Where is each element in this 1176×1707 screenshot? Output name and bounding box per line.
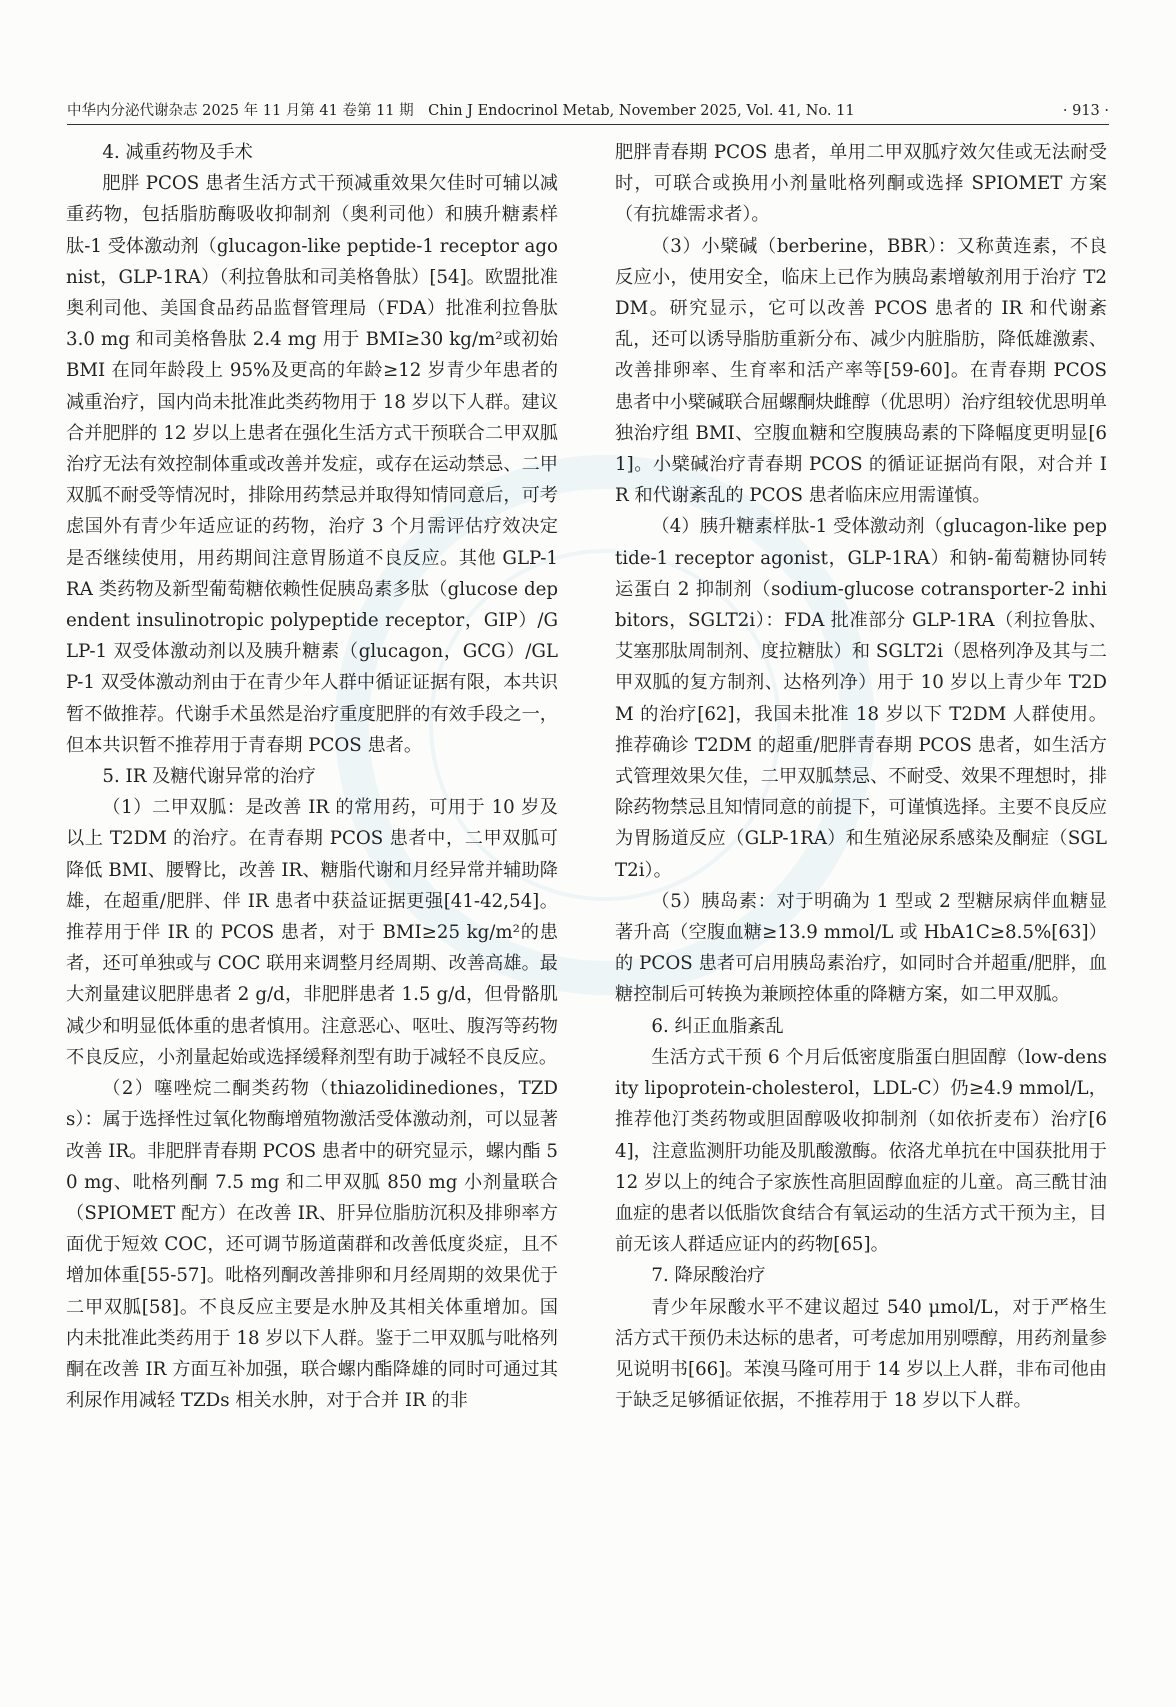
left-column [66, 137, 558, 1416]
running-header [67, 98, 1109, 125]
paragraph: 肥胖 PCOS 患者生活方式干预减重效果欠佳时可辅以减重药物，包括脂肪酶吸收抑制剂（奥利司他）和胰升糖素样肽-1 受体激动剂（glucagon-like peptide-1 receptor agonist，GLP-1RA）（利拉鲁肽和司美格鲁肽）[54]。欧盟批准奥利司他、美国食品药品监督管理局（FDA）批准利拉鲁肽 3.0 mg 和司美格鲁肽 2.4 mg 用于 BMI≥30 kg/m²或初始 BMI 在同年龄段上 95%及更高的年龄≥12 岁青少年患者的减重治疗，国内尚未批准此类药物用于 18 岁以下人群。建议合并肥胖的 12 岁以上患者在强化生活方式干预联合二甲双胍治疗无法有效控制体重或改善并发症，或存在运动禁忌、二甲双胍不耐受等情况时，排除用药禁忌并取得知情同意后，可考虑国外有青少年适应证的药物，治疗 3 个月需评估疗效决定是否继续使用，用药期间注意胃肠道不良反应。其他 GLP-1RA 类药物及新型葡萄糖依赖性促胰岛素多肽（glucose dependent insulinotropic polypeptide receptor，GIP）/GLP-1 双受体激动剂以及胰升糖素（glucagon，GCG）/GLP-1 双受体激动剂由于在青少年人群中循证证据有限，本共识暂不做推荐。代谢手术虽然是治疗重度肥胖的有效手段之一，但本共识暂不推荐用于青春期 PCOS 患者。 [66, 173, 558, 756]
section-heading-lipid: 6. 纠正血脂紊乱 [651, 1015, 784, 1037]
page-number: · 913 · [1062, 103, 1109, 119]
paragraph: 肥胖青春期 PCOS 患者，单用二甲双胍疗效欠佳或无法耐受时，可联合或换用小剂量吡格列酮或选择 SPIOMET 方案（有抗雄需求者）。 [615, 142, 1107, 226]
paragraph: （4）胰升糖素样肽-1 受体激动剂（glucagon-like peptide-1 receptor agonist，GLP-1RA）和钠-葡萄糖协同转运蛋白 2 抑制剂（sodium-glucose cotransporter-2 inhibitors，SGLT2i）：FDA 批准部分 GLP-1RA（利拉鲁肽、艾塞那肽周制剂、度拉糖肽）和 SGLT2i（恩格列净及其与二甲双胍的复方制剂、达格列净）用于 10 岁以上青少年 T2DM 的治疗[62]，我国未批准 18 岁以下 T2DM 人群使用。推荐确诊 T2DM 的超重/肥胖青春期 PCOS 患者，如生活方式管理效果欠佳，二甲双胍禁忌、不耐受、效果不理想时，排除药物禁忌且知情同意的前提下，可谨慎选择。主要不良反应为胃肠道反应（GLP-1RA）和生殖泌尿系感染及酮症（SGLT2i）。 [615, 516, 1107, 881]
journal-citation: 中华内分泌代谢杂志 2025 年 11 月第 41 卷第 11 期 Chin J Endocrinol Metab, November 2025, Vol. 41, No. 11 [67, 103, 855, 119]
paragraph: 生活方式干预 6 个月后低密度脂蛋白胆固醇（low-density lipoprotein-cholesterol，LDL-C）仍≥4.9 mmol/L，推荐他汀类药物或胆固醇吸收抑制剂（如依折麦布）治疗[64]，注意监测肝功能及肌酸激酶。依洛尤单抗在中国获批用于 12 岁以上的纯合子家族性高胆固醇血症的儿童。高三酰甘油血症的患者以低脂饮食结合有氧运动的生活方式干预为主，目前无该人群适应证内的药物[65]。 [615, 1046, 1107, 1256]
right-column [615, 137, 1107, 1416]
paragraph: （3）小檗碱（berberine，BBR）：又称黄连素，不良反应小，使用安全，临床上已作为胰岛素增敏剂用于治疗 T2DM。研究显示，它可以改善 PCOS 患者的 IR 和代谢紊乱，还可以诱导脂肪重新分布、减少内脏脂肪，降低雄激素、改善排卵率、生育率和活产率等[59-60]。在青春期 PCOS 患者中小檗碱联合屈螺酮炔雌醇（优思明）治疗组较优思明单独治疗组 BMI、空腹血糖和空腹胰岛素的下降幅度更明显[61]。小檗碱治疗青春期 PCOS 的循证证据尚有限，对合并 IR 和代谢紊乱的 PCOS 患者临床应用需谨慎。 [615, 235, 1107, 507]
section-heading-uric-acid: 7. 降尿酸治疗 [651, 1265, 766, 1287]
section-heading-weight-loss: 4. 减重药物及手术 [102, 142, 253, 163]
paragraph: 青少年尿酸水平不建议超过 540 μmol/L，对于严格生活方式干预仍未达标的患者，可考虑加用别嘌醇，用药剂量参见说明书[66]。苯溴马隆可用于 14 岁以上人群，非布司他由于缺乏足够循证依据，不推荐用于 18 岁以下人群。 [615, 1296, 1107, 1412]
paragraph: （2）噻唑烷二酮类药物（thiazolidinediones，TZDs）：属于选择性过氧化物酶增殖物激活受体激动剂，可以显著改善 IR。非肥胖青春期 PCOS 患者中的研究显示，螺内酯 50 mg、吡格列酮 7.5 mg 和二甲双胍 850 mg 小剂量联合（SPIOMET 配方）在改善 IR、肝异位脂肪沉积及排卵率方面优于短效 COC，还可调节肠道菌群和改善低度炎症，且不增加体重[55-57]。吡格列酮改善排卵和月经周期的效果优于二甲双胍[58]。不良反应主要是水肿及其相关体重增加。国内未批准此类药用于 18 岁以下人群。鉴于二甲双胍与吡格列酮在改善 IR 方面互补加强，联合螺内酯降雄的同时可通过其利尿作用减轻 TZDs 相关水肿，对于合并 IR 的非 [66, 1078, 558, 1412]
paragraph: （1）二甲双胍：是改善 IR 的常用药，可用于 10 岁及以上 T2DM 的治疗。在青春期 PCOS 患者中，二甲双胍可降低 BMI、腰臀比，改善 IR、糖脂代谢和月经异常并辅助降雄，在超重/肥胖、伴 IR 患者中获益证据更强[41-42,54]。推荐用于伴 IR 的 PCOS 患者，对于 BMI≥25 kg/m²的患者，还可单独或与 COC 联用来调整月经周期、改善高雄。最大剂量建议肥胖患者 2 g/d，非肥胖患者 1.5 g/d，但骨骼肌减少和明显低体重的患者慎用。注意恶心、呕吐、腹泻等药物不良反应，小剂量起始或选择缓释剂型有助于减轻不良反应。 [66, 797, 558, 1068]
paragraph: （5）胰岛素：对于明确为 1 型或 2 型糖尿病伴血糖显著升高（空腹血糖≥13.9 mmol/L 或 HbA1C≥8.5%[63]）的 PCOS 患者可启用胰岛素治疗，如同时合并超重/肥胖，血糖控制后可转换为兼顾控体重的降糖方案，如二甲双胍。 [615, 890, 1107, 1006]
section-heading-ir: 5. IR 及糖代谢异常的治疗 [102, 766, 316, 788]
